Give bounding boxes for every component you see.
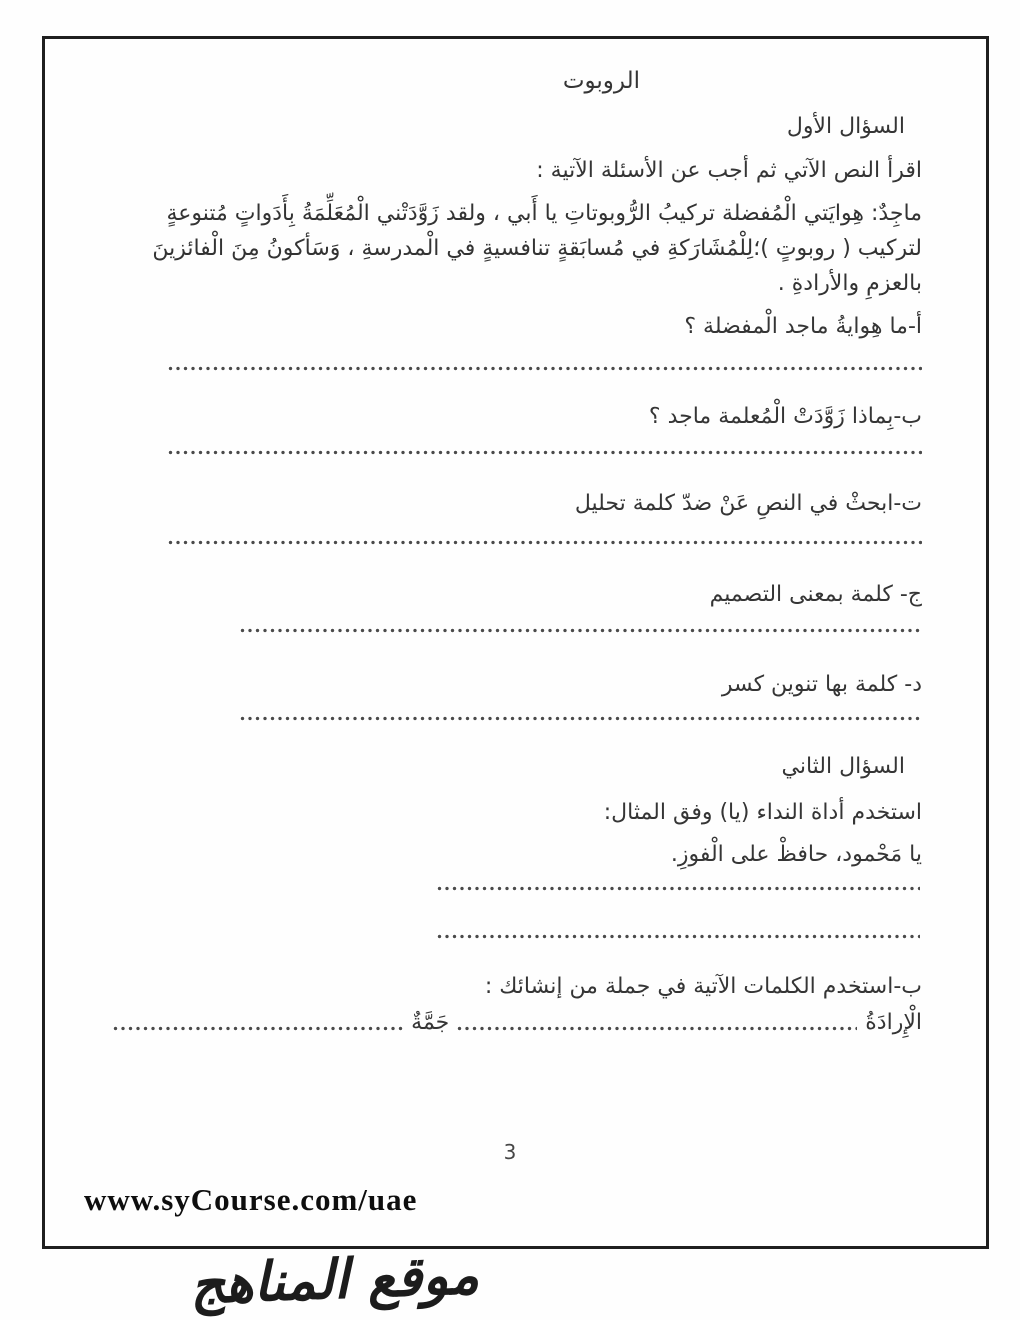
answer-dotted-line (437, 886, 920, 891)
answer-dotted-line (168, 450, 922, 455)
answer-dotted-line (240, 628, 920, 633)
answer-dotted-line (168, 366, 922, 371)
page-number: 3 (503, 1140, 517, 1164)
question2-instruction: استخدم أداة النداء (يا) وفق المثال: (603, 800, 922, 825)
answer-dotted-line (240, 716, 920, 721)
question1-heading: السؤال الأول (786, 114, 905, 139)
website-watermark: www.syCourse.com/uae (84, 1182, 418, 1217)
answer-dotted-line (113, 1026, 403, 1031)
question1-item-b: ب-بِماذا زَوَّدَتْ الْمُعلمة ماجد ؟ (648, 404, 922, 429)
question1-item-d: د- كلمة بها تنوين كسر (721, 672, 922, 697)
question1-instruction: اقرأ النص الآتي ثم أجب عن الأسئلة الآتية : (536, 158, 922, 183)
question1-item-a: أ-ما هِوايةُ ماجد الْمفضلة ؟ (684, 314, 922, 339)
question2-example: يا مَحْمود، حافظْ على الْفوزِ. (670, 842, 922, 867)
answer-dotted-line (168, 540, 922, 545)
answer-dotted-line (457, 1026, 857, 1031)
fill-in-words-line (113, 1006, 922, 1040)
document-title: الروبوت (562, 68, 640, 94)
fill-word-iradah: الْإِرادَةُ (865, 1010, 922, 1035)
question1-item-j: ج- كلمة بمعنى التصميم (709, 582, 922, 607)
fill-word-jammah: جَمَّةٌ (411, 1010, 450, 1035)
question1-item-t: ت-ابحثْ في النصِ عَنْ ضدّ كلمة تحليل (574, 491, 922, 516)
answer-dotted-line (437, 934, 920, 939)
calligraphy-stamp: موقع المناهج (188, 1242, 480, 1317)
reading-passage: ماجِدٌ: هِوايَتي الْمُفضلة تركيبُ الرُّوبوتاتِ يا أَبي ، ولقد زَوَّدَتْني الْمُعَلِّمَةُ بِأَدَواتٍ مُتنوعةٍ لتركيب ( روبوتٍ )؛لِلْمُشَارَكةِ في مُسابَقةٍ تنافسيةٍ في الْمدرسةِ ، وَسَأكونُ مِنَ الْفائزينَ بالعزمِ والأرادةِ . (152, 201, 922, 296)
question2-part-b: ب-استخدم الكلمات الآتية في جملة من إنشائك : (484, 974, 922, 999)
question2-heading: السؤال الثاني (781, 754, 905, 779)
